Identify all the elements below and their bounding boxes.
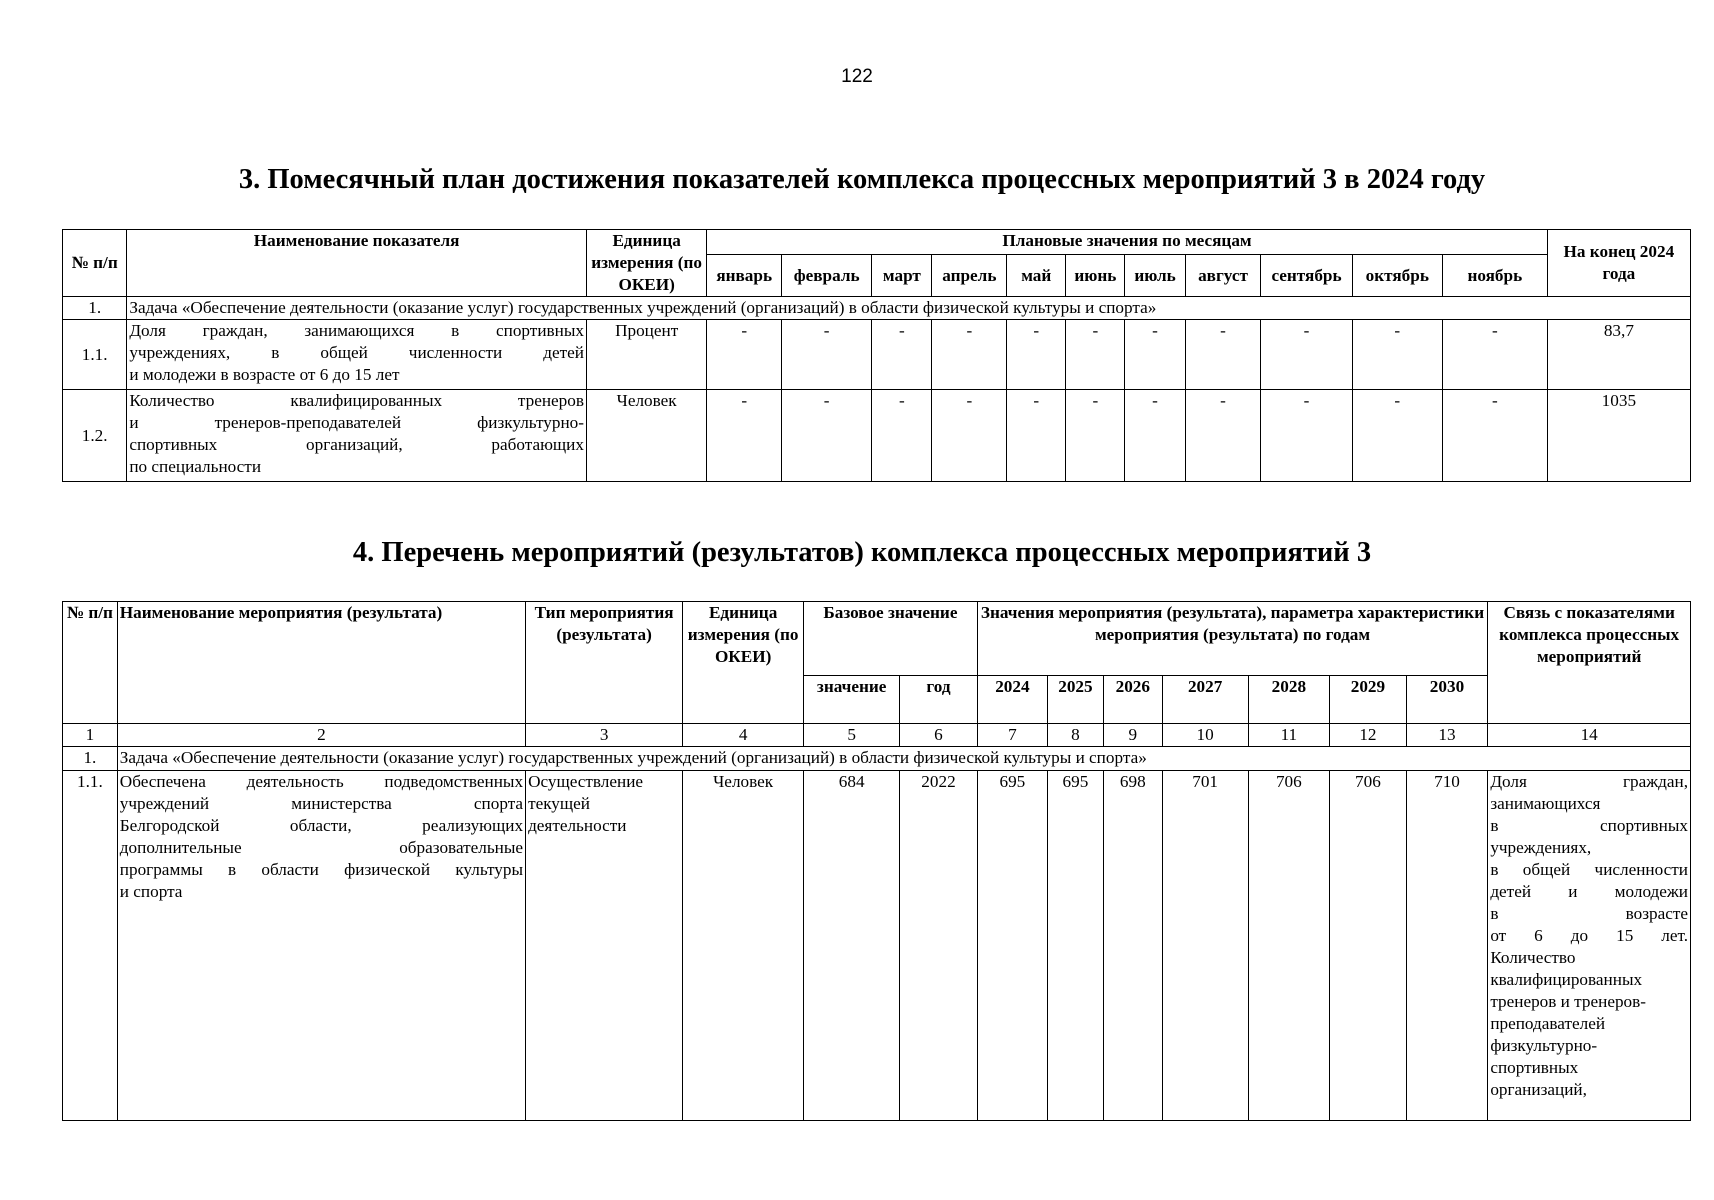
column-number: 6 [900, 724, 978, 747]
indicator-name [127, 390, 587, 482]
unit: Человек [586, 390, 706, 482]
header-month: июнь [1066, 255, 1125, 297]
indicator-name-line: учреждениях, в общей численности детей [129, 343, 584, 362]
header-year: 2030 [1406, 676, 1488, 724]
header-month: январь [707, 255, 782, 297]
task-num: 1. [63, 297, 127, 320]
linked-indicator-line: от 6 до 15 лет. [1490, 926, 1688, 945]
event-name-line: дополнительные образовательные [119, 838, 524, 857]
month-value: - [1261, 320, 1352, 390]
header-base: Базовое значение [804, 602, 978, 676]
row-num: 1.2. [63, 390, 127, 482]
linked-indicator-line: в общей численности [1490, 860, 1688, 879]
header-year: 2026 [1103, 676, 1162, 724]
column-number: 2 [117, 724, 525, 747]
row-num: 1.1. [63, 320, 127, 390]
page-number: 122 [841, 66, 873, 87]
month-value: - [1352, 320, 1442, 390]
header-year: 2024 [977, 676, 1047, 724]
task-text: Задача «Обеспечение деятельности (оказание услуг) государственных учреждений (организаций) в области физической культуры и спорта» [117, 747, 1690, 771]
header-year: 2027 [1162, 676, 1248, 724]
indicator-name-line: Доля граждан, занимающихся в спортивных [129, 321, 584, 340]
event-name-line: программы в области физической культуры [119, 860, 524, 879]
event-name-line: учреждений министерства спорта [119, 794, 524, 813]
indicator-name-line: по специальности [129, 457, 262, 476]
header-month: сентябрь [1261, 255, 1352, 297]
task-num: 1. [63, 747, 118, 771]
indicator-name-line: Количество квалифицированных тренеров [129, 391, 584, 410]
indicator-name [127, 320, 587, 390]
event-name-line: Белгородской области, реализующих [119, 816, 524, 835]
header-event-name: Наименование мероприятия (результата) [117, 602, 525, 724]
month-value: - [1066, 390, 1125, 482]
header-month: октябрь [1352, 255, 1442, 297]
header-values-by-year: Значения мероприятия (результата), параметра характеристики мероприятия (результата) по годам [977, 602, 1488, 676]
linked-indicator-line: физкультурно- [1490, 1036, 1598, 1055]
unit: Процент [586, 320, 706, 390]
column-number: 13 [1406, 724, 1488, 747]
row-num: 1.1. [63, 771, 118, 1121]
year-value: 695 [1048, 771, 1104, 1121]
header-link: Связь с показателями комплекса процессных мероприятий [1488, 602, 1691, 724]
month-value: - [932, 390, 1007, 482]
linked-indicator-line: Количество [1490, 948, 1576, 967]
month-value: - [872, 320, 932, 390]
linked-indicator-line: организаций, [1490, 1080, 1587, 1099]
section-4-title: 4. Перечень мероприятий (результатов) комплекса процессных мероприятий 3 [352, 537, 1372, 568]
column-number: 5 [804, 724, 900, 747]
month-value: - [1125, 390, 1185, 482]
linked-indicator-line: детей и молодежи [1490, 882, 1688, 901]
header-num: № п/п [63, 230, 127, 297]
header-year: 2029 [1330, 676, 1406, 724]
month-value: - [872, 390, 932, 482]
column-number: 12 [1330, 724, 1406, 747]
header-month: март [872, 255, 932, 297]
month-value: - [932, 320, 1007, 390]
month-value: - [1442, 320, 1547, 390]
end-of-year-value: 83,7 [1547, 320, 1690, 390]
month-value: - [707, 390, 782, 482]
monthly-plan-table [62, 229, 1691, 482]
header-unit: Единица измерения (по ОКЕИ) [586, 230, 706, 297]
month-value: - [1442, 390, 1547, 482]
month-value: - [782, 390, 872, 482]
header-month: апрель [932, 255, 1007, 297]
column-number: 11 [1248, 724, 1330, 747]
indicator-name-line: и тренеров-преподавателей физкультурно- [129, 413, 584, 432]
month-value: - [1185, 320, 1261, 390]
event-name-line: и спорта [119, 882, 183, 901]
year-value: 695 [977, 771, 1047, 1121]
task-text: Задача «Обеспечение деятельности (оказание услуг) государственных учреждений (организаций) в области физической культуры и спорта» [127, 297, 1691, 320]
base-value: 684 [804, 771, 900, 1121]
month-value: - [1352, 390, 1442, 482]
header-month: август [1185, 255, 1261, 297]
month-value: - [1261, 390, 1352, 482]
column-number: 7 [977, 724, 1047, 747]
section-3-title: 3. Помесячный план достижения показателей комплекса процессных мероприятий 3 в 2024 году [238, 164, 1486, 195]
header-num: № п/п [63, 602, 118, 724]
linked-indicator-line: спортивных [1490, 1058, 1579, 1077]
header-event-type: Тип мероприятия (результата) [526, 602, 683, 724]
unit: Человек [683, 771, 804, 1121]
indicator-name-line: спортивных организаций, работающих [129, 435, 584, 454]
linked-indicators [1488, 771, 1691, 1121]
month-value: - [707, 320, 782, 390]
month-value: - [1125, 320, 1185, 390]
month-value: - [1066, 320, 1125, 390]
event-type-line: Осуществление [528, 772, 644, 791]
month-value: - [782, 320, 872, 390]
base-year: 2022 [900, 771, 978, 1121]
column-number: 3 [526, 724, 683, 747]
year-value: 706 [1248, 771, 1330, 1121]
month-value: - [1185, 390, 1261, 482]
events-table [62, 601, 1691, 1121]
indicator-name-line: и молодежи в возрасте от 6 до 15 лет [129, 365, 400, 384]
month-value: - [1007, 390, 1066, 482]
column-number: 14 [1488, 724, 1691, 747]
event-type-line: деятельности [528, 816, 627, 835]
linked-indicator-line: в спортивных [1490, 816, 1688, 835]
event-type-line: текущей [528, 794, 590, 813]
column-number: 10 [1162, 724, 1248, 747]
linked-indicator-line: учреждениях, [1490, 838, 1592, 857]
header-indicator-name: Наименование показателя [127, 230, 587, 297]
event-type [526, 771, 683, 1121]
year-value: 698 [1103, 771, 1162, 1121]
header-year: 2025 [1048, 676, 1104, 724]
linked-indicator-line: квалифицированных [1490, 970, 1643, 989]
end-of-year-value: 1035 [1547, 390, 1690, 482]
header-month: февраль [782, 255, 872, 297]
column-number: 4 [683, 724, 804, 747]
column-number: 1 [63, 724, 118, 747]
header-unit: Единица измерения (по ОКЕИ) [683, 602, 804, 724]
linked-indicator-line: преподавателей [1490, 1014, 1606, 1033]
header-planned-values: Плановые значения по месяцам [707, 230, 1547, 255]
header-end-of-year: На конец 2024 года [1547, 230, 1690, 297]
header-year: 2028 [1248, 676, 1330, 724]
column-number: 8 [1048, 724, 1104, 747]
linked-indicator-line: занимающихся [1490, 794, 1601, 813]
linked-indicator-line: тренеров и тренеров- [1490, 992, 1646, 1011]
header-base-value: значение [804, 676, 900, 724]
header-base-year: год [900, 676, 978, 724]
column-number: 9 [1103, 724, 1162, 747]
linked-indicator-line: в возрасте [1490, 904, 1688, 923]
event-name-line: Обеспечена деятельность подведомственных [119, 772, 524, 791]
header-month: ноябрь [1442, 255, 1547, 297]
linked-indicator-line: Доля граждан, [1490, 772, 1688, 791]
event-name [117, 771, 525, 1121]
month-value: - [1007, 320, 1066, 390]
year-value: 710 [1406, 771, 1488, 1121]
header-month: июль [1125, 255, 1185, 297]
header-month: май [1007, 255, 1066, 297]
year-value: 701 [1162, 771, 1248, 1121]
year-value: 706 [1330, 771, 1406, 1121]
